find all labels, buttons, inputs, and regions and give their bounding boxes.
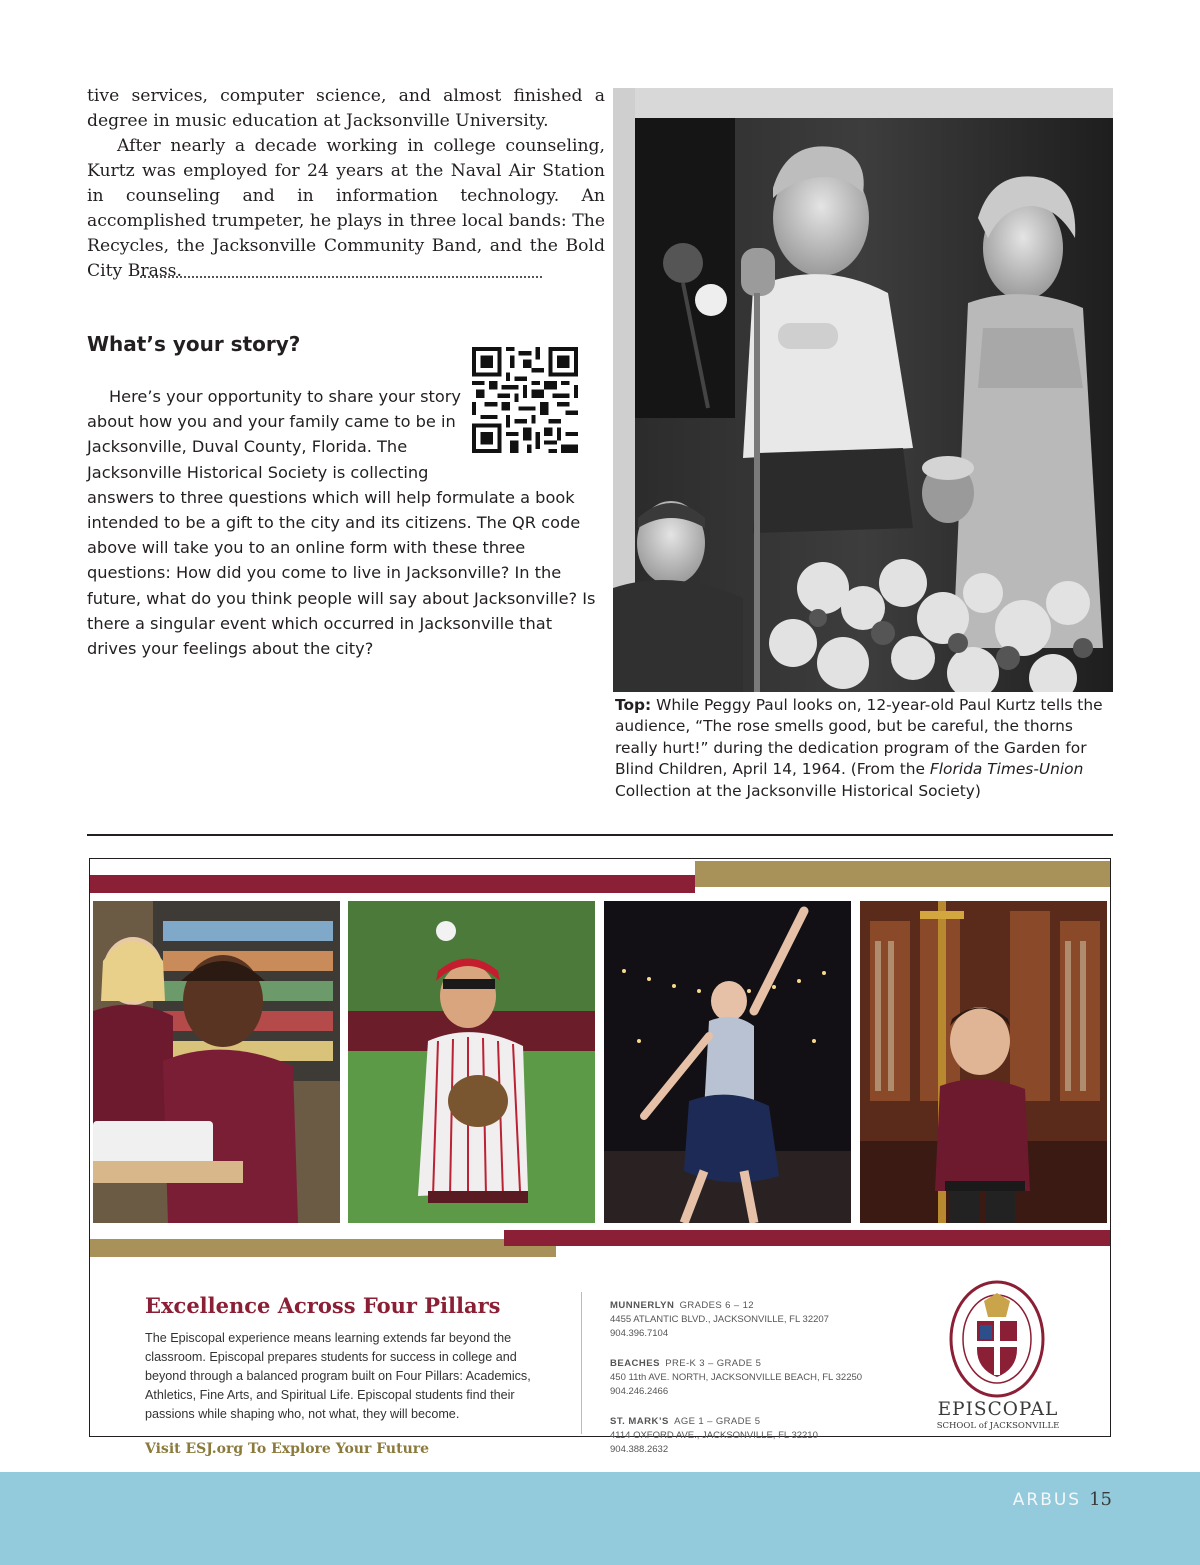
magazine-name: ARBUS	[1012, 1490, 1082, 1510]
campus-munnerlyn: MUNNERLYN GRADES 6 – 12 4455 ATLANTIC BLVD., JACKSONVILLE, FL 32207 904.396.7104	[610, 1300, 829, 1339]
ad-body: The Episcopal experience means learning extends far beyond the classroom. Episcopal prepares students for success in college and beyond through a balanced program built on Four Pillars: Academics, Athletics, Fine Arts, and Spiritual Life. Episcopal students find their passions while shaping who, not what, they will become.	[145, 1331, 531, 1421]
gold-band	[695, 861, 1110, 887]
story-heading: What’s your story?	[87, 332, 301, 356]
campus-beaches: BEACHES PRE-K 3 – GRADE 5 450 11th AVE. NORTH, JACKSONVILLE BEACH, FL 32250 904.246.2466	[610, 1358, 863, 1397]
ad-photo-baseball	[348, 901, 595, 1223]
ad-divider	[581, 1292, 582, 1434]
episcopal-seal-icon	[948, 1279, 1046, 1399]
page-number: 15	[1089, 1489, 1112, 1510]
photo-illustration	[613, 88, 1113, 692]
campus-st-marks: ST. MARK’S AGE 1 – GRADE 5 4114 OXFORD AVE., JACKSONVILLE, FL 32210 904.388.2632	[610, 1416, 818, 1455]
maroon-band	[90, 875, 695, 893]
episcopal-advertisement[interactable]	[89, 858, 1111, 1457]
photo-caption: Top: While Peggy Paul looks on, 12-year-old Paul Kurtz tells the audience, “The rose smells good, but be careful, the thorns really hurt!” during the dedication program of the Garden for Blind Children, April 14, 1964. (From the Florida Times-Union Collection at the Jacksonville Historical Society)	[615, 696, 1103, 800]
footer-band	[0, 1472, 1200, 1565]
episcopal-logo-subtitle: SCHOOL of JACKSONVILLE	[936, 1421, 1060, 1431]
ad-title: Excellence Across Four Pillars	[145, 1293, 501, 1318]
historical-photo	[613, 88, 1113, 692]
article-paragraph: tive services, computer science, and almost finished a degree in music education at Jacksonville University.	[87, 86, 605, 131]
article-paragraph: After nearly a decade working in college counseling, Kurtz was employed for 24 years at the Naval Air Station in counseling and in information technology. An accomplished trumpeter, he plays in three local bands: The Recycles, the Jacksonville Community Band, and the Bold City Brass.	[87, 136, 605, 281]
page-folio	[1013, 1489, 1112, 1510]
section-divider	[87, 834, 1113, 836]
maroon-band-lower	[504, 1230, 1110, 1246]
episcopal-logo-word: EPISCOPAL	[937, 1399, 1059, 1420]
ad-photo-ballet	[604, 901, 851, 1223]
ad-photo-library	[93, 901, 340, 1223]
article-column	[87, 84, 605, 284]
story-body: Here’s your opportunity to share your story about how you and your family came to be in Jacksonville, Duval County, Florida. The Jacksonville Historical Society is collecting answers to three questions which will help formulate a book intended to be a gift to the city and its citizens. The QR code above will take you to an online form with these three questions: How did you come to live in Jacksonville? In the future, what do you think people will say about Jacksonville? Is there a singular event which occurred in Jacksonville that drives your feelings about the city?	[87, 387, 596, 659]
dotted-divider	[140, 276, 542, 278]
gold-band-lower	[90, 1239, 556, 1257]
ad-photo-chapel	[860, 901, 1107, 1223]
ad-link[interactable]: Visit ESJ.org To Explore Your Future	[145, 1441, 430, 1457]
